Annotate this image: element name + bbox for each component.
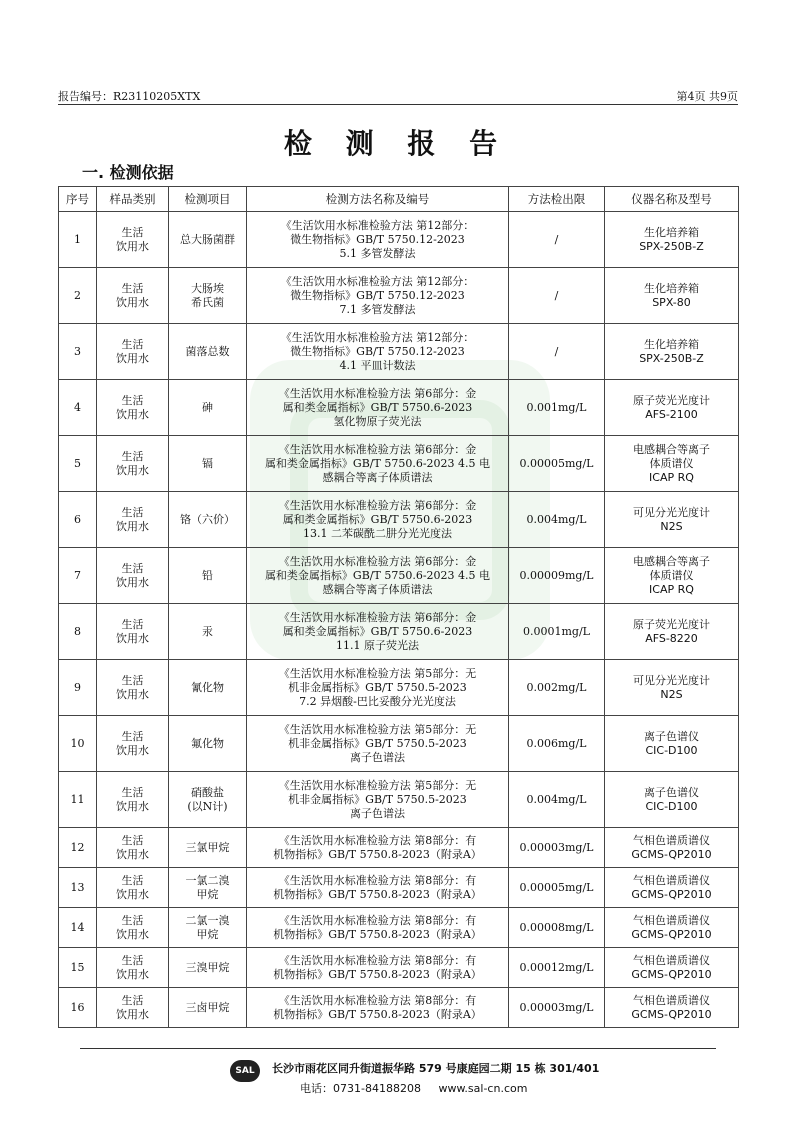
cell-line: 属和类金属指标》GB/T 5750.6-2023 [282,624,473,638]
row-number: 1 [59,212,97,268]
row-number: 11 [59,772,97,828]
cell-line: 生活 [121,393,144,407]
cell-line: 《生活饮用水标准检验方法 第6部分：金 [278,386,477,400]
cell-line: ICAP RQ [649,582,694,596]
cell-line: CIC-D100 [645,743,698,757]
cell-line: 《生活饮用水标准检验方法 第8部分：有 [278,833,477,847]
column-header: 方法检出限 [509,187,605,212]
table-row [59,908,739,948]
test-item [169,716,247,772]
header-divider [58,104,738,105]
cell-line: 饮用水 [116,295,149,309]
cell-line: 生活 [121,729,144,743]
test-item [169,380,247,436]
test-method [247,548,509,604]
footer-contact [300,1080,541,1096]
cell-line: GCMS-QP2010 [631,1007,712,1021]
cell-line: 《生活饮用水标准检验方法 第12部分： [280,330,475,344]
cell-line: 《生活饮用水标准检验方法 第8部分：有 [278,993,477,1007]
column-header: 样品类别 [97,187,169,212]
cell-line: 《生活饮用水标准检验方法 第5部分：无 [278,666,477,680]
instrument [605,324,739,380]
cell-line: 生活 [121,505,144,519]
report-header [58,86,738,104]
row-number: 14 [59,908,97,948]
cell-line: 7.1 多管发酵法 [339,302,416,316]
cell-line: ICAP RQ [649,470,694,484]
cell-line: SPX-250B-Z [639,351,704,365]
table-row [59,212,739,268]
cell-line: 机物指标》GB/T 5750.8-2023（附录A） [273,967,482,981]
instrument [605,436,739,492]
test-method [247,868,509,908]
cell-line: 气相色谱质谱仪 [633,833,710,847]
test-method [247,212,509,268]
cell-line: 《生活饮用水标准检验方法 第5部分：无 [278,778,477,792]
test-method [247,324,509,380]
row-number: 7 [59,548,97,604]
cell-line: 总大肠菌群 [180,232,235,246]
cell-line: AFS-2100 [645,407,698,421]
cell-line: 三氯甲烷 [185,840,230,854]
instrument [605,772,739,828]
test-item [169,868,247,908]
cell-line: 属和类金属指标》GB/T 5750.6-2023 4.5 电 [264,456,491,470]
cell-line: 饮用水 [116,687,149,701]
cell-line: 属和类金属指标》GB/T 5750.6-2023 4.5 电 [264,568,491,582]
row-number: 15 [59,948,97,988]
table-row [59,948,739,988]
test-item [169,660,247,716]
cell-line: 生活 [121,785,144,799]
cell-line: 生活 [121,873,144,887]
cell-line: 生化培养箱 [644,225,699,239]
cell-line: 可见分光光度计 [633,505,710,519]
cell-line: N2S [660,519,683,533]
detection-limit: / [509,212,605,268]
cell-line: 原子荧光光度计 [633,617,710,631]
test-method [247,828,509,868]
cell-line: 饮用水 [116,743,149,757]
section-title: 一. 检测依据 [82,163,174,182]
footer-address: 长沙市雨花区同升街道振华路 579 号康庭园二期 15 栋 301/401 [272,1062,600,1075]
cell-line: SPX-250B-Z [639,239,704,253]
cell-line: 微生物指标》GB/T 5750.12-2023 [290,232,465,246]
cell-line: 《生活饮用水标准检验方法 第6部分：金 [278,610,477,624]
cell-line: 《生活饮用水标准检验方法 第8部分：有 [278,953,477,967]
cell-line: 三溴甲烷 [185,960,230,974]
cell-line: 机非金属指标》GB/T 5750.5-2023 [288,736,467,750]
detection-limit: 0.006mg/L [509,716,605,772]
cell-line: 离子色谱仪 [644,785,699,799]
sample-category [97,492,169,548]
report-number: 报告编号：R23110205XTX [58,90,201,103]
table-header-row [59,187,739,212]
cell-line: AFS-8220 [645,631,698,645]
cell-line: 饮用水 [116,799,149,813]
test-method [247,380,509,436]
cell-line: 《生活饮用水标准检验方法 第12部分： [280,274,475,288]
cell-line: 气相色谱质谱仪 [633,993,710,1007]
cell-line: 离子色谱法 [350,750,405,764]
cell-line: 机物指标》GB/T 5750.8-2023（附录A） [273,1007,482,1021]
test-item [169,948,247,988]
cell-line: 11.1 原子荧光法 [336,638,419,652]
test-item [169,828,247,868]
cell-line: 饮用水 [116,1007,149,1021]
cell-line: 氰化物 [191,680,224,694]
table-row [59,268,739,324]
row-number: 2 [59,268,97,324]
sample-category [97,908,169,948]
cell-line: 饮用水 [116,239,149,253]
test-item [169,548,247,604]
test-method [247,604,509,660]
instrument [605,548,739,604]
test-item [169,268,247,324]
cell-line: N2S [660,687,683,701]
cell-line: 饮用水 [116,463,149,477]
sample-category [97,324,169,380]
test-method [247,772,509,828]
instrument [605,716,739,772]
cell-line: 《生活饮用水标准检验方法 第8部分：有 [278,913,477,927]
cell-line: 微生物指标》GB/T 5750.12-2023 [290,288,465,302]
cell-line: 一氯二溴 [185,873,230,887]
detection-limit: 0.004mg/L [509,492,605,548]
sal-logo: SAL [230,1060,260,1082]
detection-limit: 0.00009mg/L [509,548,605,604]
instrument [605,492,739,548]
cell-line: 体质谱仪 [649,456,694,470]
cell-line: 甲烷 [196,927,219,941]
test-item [169,604,247,660]
table-row [59,380,739,436]
cell-line: 生活 [121,833,144,847]
test-item [169,908,247,948]
cell-line: 生活 [121,337,144,351]
row-number: 8 [59,604,97,660]
sample-category [97,548,169,604]
cell-line: GCMS-QP2010 [631,927,712,941]
cell-line: 饮用水 [116,967,149,981]
instrument [605,380,739,436]
cell-line: 离子色谱仪 [644,729,699,743]
cell-line: 生化培养箱 [644,281,699,295]
test-method [247,908,509,948]
table-row [59,772,739,828]
detection-limit: 0.00008mg/L [509,908,605,948]
cell-line: 生活 [121,673,144,687]
instrument [605,948,739,988]
footer-website: www.sal-cn.com [438,1082,528,1095]
cell-line: 5.1 多管发酵法 [339,246,416,260]
sample-category [97,436,169,492]
cell-line: 生活 [121,617,144,631]
test-item [169,492,247,548]
test-item [169,988,247,1028]
cell-line: 机非金属指标》GB/T 5750.5-2023 [288,680,467,694]
cell-line: 氟化物 [191,736,224,750]
instrument [605,604,739,660]
cell-line: 饮用水 [116,631,149,645]
row-number: 5 [59,436,97,492]
table-row [59,548,739,604]
cell-line: 电感耦合等离子 [633,442,710,456]
sample-category [97,772,169,828]
cell-line: 铅 [202,568,213,582]
cell-line: 《生活饮用水标准检验方法 第8部分：有 [278,873,477,887]
sample-category [97,604,169,660]
instrument [605,212,739,268]
table-row [59,868,739,908]
table-row [59,828,739,868]
cell-line: 生活 [121,561,144,575]
test-method [247,492,509,548]
cell-line: GCMS-QP2010 [631,887,712,901]
instrument [605,268,739,324]
sample-category [97,268,169,324]
sample-category [97,988,169,1028]
cell-line: 甲烷 [196,887,219,901]
instrument [605,988,739,1028]
cell-line: 机物指标》GB/T 5750.8-2023（附录A） [273,847,482,861]
cell-line: 生化培养箱 [644,337,699,351]
page-info: 第4页 共9页 [676,90,738,103]
row-number: 3 [59,324,97,380]
column-header: 仪器名称及型号 [605,187,739,212]
table-row [59,604,739,660]
cell-line: 饮用水 [116,887,149,901]
cell-line: 机物指标》GB/T 5750.8-2023（附录A） [273,927,482,941]
row-number: 13 [59,868,97,908]
cell-line: 饮用水 [116,927,149,941]
cell-line: 硝酸盐 [191,785,224,799]
cell-line: 生活 [121,953,144,967]
test-item [169,772,247,828]
cell-line: 4.1 平皿计数法 [339,358,416,372]
detection-limit: 0.00012mg/L [509,948,605,988]
cell-line: 机物指标》GB/T 5750.8-2023（附录A） [273,887,482,901]
cell-line: 离子色谱法 [350,806,405,820]
cell-line: 生活 [121,449,144,463]
cell-line: 微生物指标》GB/T 5750.12-2023 [290,344,465,358]
cell-line: 饮用水 [116,575,149,589]
cell-line: 菌落总数 [185,344,230,358]
cell-line: 原子荧光光度计 [633,393,710,407]
detection-limit: 0.001mg/L [509,380,605,436]
cell-line: 感耦合等离子体质谱法 [322,582,433,596]
detection-limit: 0.0001mg/L [509,604,605,660]
table-row [59,988,739,1028]
cell-line: 《生活饮用水标准检验方法 第6部分：金 [278,442,477,456]
cell-line: 铬（六价） [180,512,235,526]
cell-line: 生活 [121,225,144,239]
sample-category [97,660,169,716]
column-header: 检测方法名称及编号 [247,187,509,212]
cell-line: 7.2 异烟酸-巴比妥酸分光光度法 [299,694,456,708]
cell-line: 砷 [202,400,213,414]
row-number: 4 [59,380,97,436]
test-method [247,660,509,716]
cell-line: 气相色谱质谱仪 [633,913,710,927]
cell-line: 希氏菌 [191,295,224,309]
cell-line: 机非金属指标》GB/T 5750.5-2023 [288,792,467,806]
cell-line: 汞 [202,624,213,638]
cell-line: 气相色谱质谱仪 [633,953,710,967]
cell-line: CIC-D100 [645,799,698,813]
cell-line: 氢化物原子荧光法 [333,414,422,428]
table-row [59,436,739,492]
detection-limit: 0.00003mg/L [509,988,605,1028]
cell-line: GCMS-QP2010 [631,847,712,861]
cell-line: 《生活饮用水标准检验方法 第6部分：金 [278,554,477,568]
cell-line: 《生活饮用水标准检验方法 第6部分：金 [278,498,477,512]
cell-line: 属和类金属指标》GB/T 5750.6-2023 [282,400,473,414]
sample-category [97,828,169,868]
table-row [59,324,739,380]
cell-line: GCMS-QP2010 [631,967,712,981]
detection-limit: 0.002mg/L [509,660,605,716]
cell-line: 气相色谱质谱仪 [633,873,710,887]
test-method [247,948,509,988]
sample-category [97,380,169,436]
detection-limit: 0.00003mg/L [509,828,605,868]
cell-line: 电感耦合等离子 [633,554,710,568]
cell-line: 体质谱仪 [649,568,694,582]
cell-line: (以N计) [187,799,228,813]
row-number: 12 [59,828,97,868]
row-number: 9 [59,660,97,716]
table-row [59,660,739,716]
test-method [247,436,509,492]
column-header: 检测项目 [169,187,247,212]
cell-line: 可见分光光度计 [633,673,710,687]
cell-line: 饮用水 [116,407,149,421]
test-item [169,212,247,268]
cell-line: 13.1 二苯碳酰二肼分光光度法 [303,526,452,540]
cell-line: SPX-80 [652,295,691,309]
sample-category [97,868,169,908]
test-item [169,436,247,492]
instrument [605,660,739,716]
test-method [247,988,509,1028]
test-item [169,324,247,380]
sample-category [97,948,169,988]
test-method [247,716,509,772]
cell-line: 饮用水 [116,351,149,365]
detection-limit: / [509,268,605,324]
footer-divider [80,1048,716,1049]
cell-line: 大肠埃 [191,281,224,295]
instrument [605,868,739,908]
sample-category [97,716,169,772]
column-header: 序号 [59,187,97,212]
footer-phone: 电话：0731-84188208 [300,1082,421,1095]
cell-line: 《生活饮用水标准检验方法 第5部分：无 [278,722,477,736]
row-number: 10 [59,716,97,772]
detection-limit: 0.00005mg/L [509,436,605,492]
report-title: 检 测 报 告 [283,127,510,160]
instrument [605,828,739,868]
cell-line: 生活 [121,993,144,1007]
cell-line: 饮用水 [116,847,149,861]
table-body [59,212,739,1028]
cell-line: 《生活饮用水标准检验方法 第12部分： [280,218,475,232]
table-row [59,716,739,772]
cell-line: 感耦合等离子体质谱法 [322,470,433,484]
cell-line: 三卤甲烷 [185,1000,230,1014]
cell-line: 生活 [121,281,144,295]
cell-line: 生活 [121,913,144,927]
sample-category [97,212,169,268]
cell-line: 镉 [202,456,213,470]
detection-limit: 0.004mg/L [509,772,605,828]
table-row [59,492,739,548]
detection-limit: / [509,324,605,380]
detection-limit: 0.00005mg/L [509,868,605,908]
cell-line: 属和类金属指标》GB/T 5750.6-2023 [282,512,473,526]
cell-line: 二氯一溴 [185,913,230,927]
row-number: 6 [59,492,97,548]
test-basis-table [58,186,739,1028]
row-number: 16 [59,988,97,1028]
test-method [247,268,509,324]
cell-line: 饮用水 [116,519,149,533]
instrument [605,908,739,948]
